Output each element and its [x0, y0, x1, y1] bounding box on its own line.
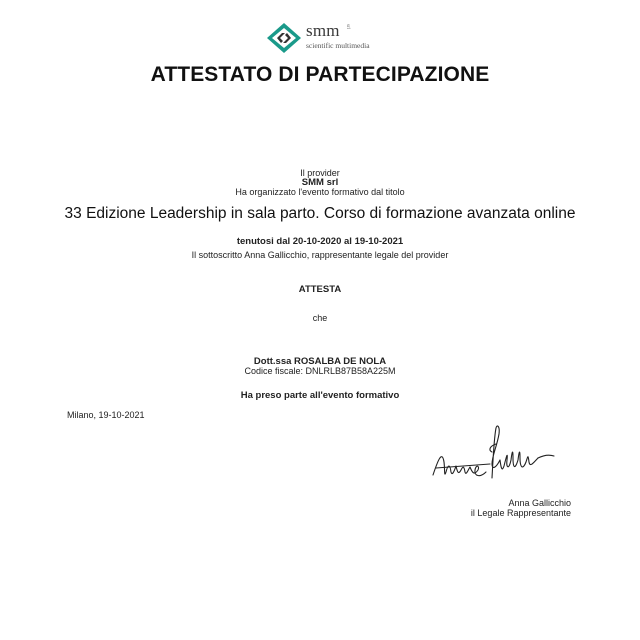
event-dates: tenutosi dal 20-10-2020 al 19-10-2021: [236, 236, 404, 247]
participation-text: Ha preso parte all'evento formativo: [240, 390, 400, 401]
smm-logo: [266, 22, 376, 54]
organized-text: Ha organizzato l'evento formativo dal titolo: [235, 187, 405, 197]
signer-role: il Legale Rappresentante: [470, 508, 571, 518]
attesta-heading: ATTESTA: [298, 284, 342, 295]
signature-icon: [430, 420, 580, 495]
che-text: che: [312, 313, 328, 323]
event-title: 33 Edizione Leadership in sala parto. Corso di formazione avanzata online: [64, 205, 576, 222]
provider-label: Il provider: [300, 168, 340, 178]
signatory-line: Il sottoscritto Anna Gallicchio, rappresentante legale del provider: [191, 250, 449, 260]
page-title: ATTESTATO DI PARTECIPAZIONE: [150, 63, 490, 86]
provider-name: SMM srl: [301, 177, 339, 188]
place-date: Milano, 19-10-2021: [67, 410, 145, 420]
logo-name: smm: [306, 21, 340, 40]
smm-logo-icon: [266, 22, 302, 54]
logo-tagline: scientific multimedia: [306, 41, 370, 50]
logo-suffix: srl: [345, 24, 350, 29]
participant-name: Dott.ssa ROSALBA DE NOLA: [253, 356, 387, 367]
fiscal-code: Codice fiscale: DNLRLB87B58A225M: [244, 366, 396, 376]
signer-name: Anna Gallicchio: [508, 498, 571, 508]
